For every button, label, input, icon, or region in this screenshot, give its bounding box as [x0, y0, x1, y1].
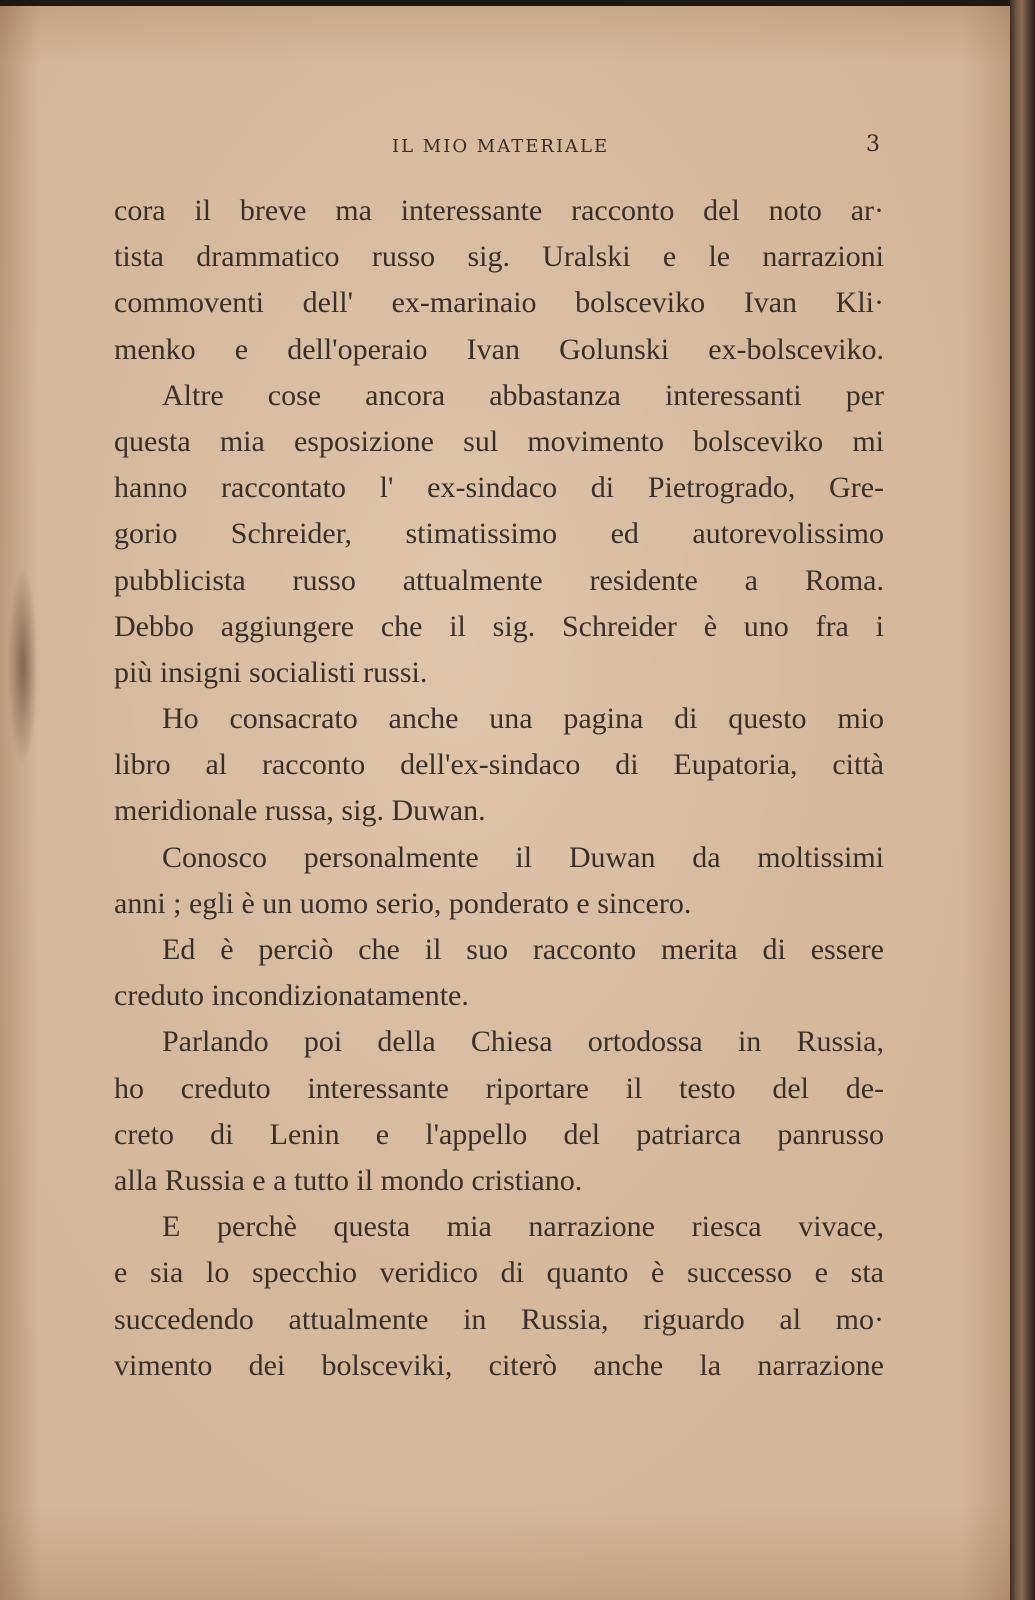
page-stain: [8, 566, 38, 766]
text-line: Conosco personalmente il Duwan da moltissimi: [162, 840, 884, 874]
text-line: Ed è perciò che il suo racconto merita di essere: [162, 933, 884, 966]
text-line: questa mia esposizione sul movimento bolsceviko mi: [114, 424, 884, 458]
text-line: anni ; egli è un uomo serio, ponderato e sincero.: [114, 886, 692, 920]
text-line: cora il breve ma interessante racconto del noto ar·: [114, 194, 884, 227]
text-line: Debbo aggiungere che il sig. Schreider è uno fra i: [114, 609, 884, 643]
text-line: libro al racconto dell'ex-sindaco di Eupatoria, città: [114, 748, 884, 782]
running-title: IL MIO MATERIALE: [392, 136, 610, 157]
text-line: pubblicista russo attualmente residente a Roma.: [114, 563, 884, 597]
text-line: succedendo attualmente in Russia, riguardo al mo·: [114, 1302, 884, 1336]
text-line: vimento dei bolsceviki, citerò anche la narrazione: [114, 1348, 884, 1382]
book-spine-edge: [1010, 0, 1035, 1600]
page-number: 3: [866, 132, 880, 157]
text-line: hanno raccontato l' ex-sindaco di Pietrogrado, Gre-: [114, 471, 884, 505]
text-line: creto di Lenin e l'appello del patriarca panrusso: [114, 1117, 884, 1151]
text-line: e sia lo specchio veridico di quanto è successo e sta: [114, 1256, 884, 1290]
body-text: [114, 188, 884, 1389]
text-line: menko e dell'operaio Ivan Golunski ex-bolsceviko.: [114, 332, 884, 366]
text-line: alla Russia e a tutto il mondo cristiano.: [114, 1163, 583, 1197]
text-line: gorio Schreider, stimatissimo ed autorevolissimo: [114, 517, 884, 551]
text-line: Altre cose ancora abbastanza interessanti per: [162, 378, 884, 412]
book-page: [0, 6, 1010, 1600]
text-line: più insigni socialisti russi.: [114, 655, 428, 689]
text-line: commoventi dell' ex-marinaio bolsceviko Ivan Kli·: [114, 286, 884, 320]
text-line: creduto incondizionatamente.: [114, 979, 469, 1013]
text-line: tista drammatico russo sig. Uralski e le narrazioni: [114, 240, 884, 274]
text-line: meridionale russa, sig. Duwan.: [114, 794, 486, 828]
text-line: Parlando poi della Chiesa ortodossa in Russia,: [162, 1025, 884, 1059]
text-line: Ho consacrato anche una pagina di questo mio: [162, 702, 884, 736]
text-line: E perchè questa mia narrazione riesca vivace,: [162, 1210, 884, 1244]
text-line: ho creduto interessante riportare il testo del de-: [114, 1071, 884, 1105]
page-header: [0, 132, 1010, 162]
